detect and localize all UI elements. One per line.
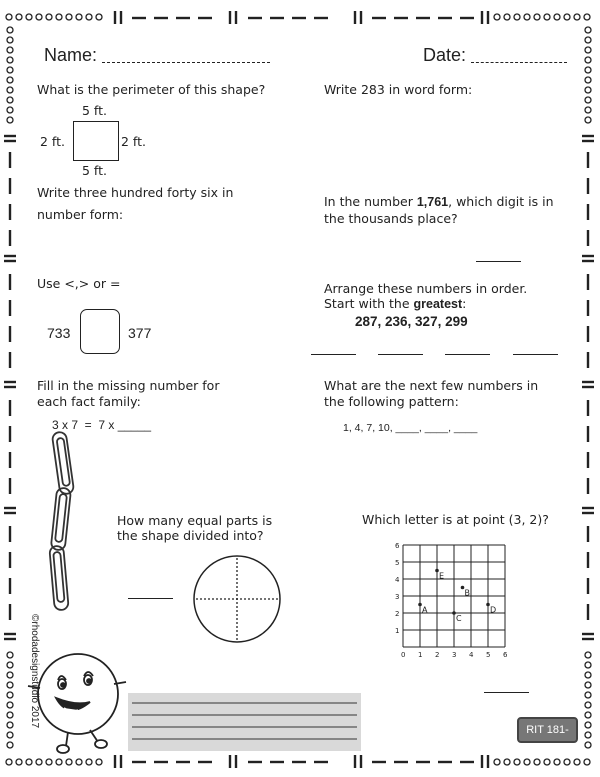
q5-left-number: 733 — [47, 325, 71, 341]
y-tick-label: 4 — [395, 576, 400, 584]
point-label: E — [439, 571, 445, 581]
name-label: Name: — [44, 45, 98, 65]
q3-prompt-line1: Write three hundred forty six in — [37, 185, 234, 200]
rectangle-shape — [73, 121, 119, 161]
x-tick-label: 6 — [503, 651, 508, 659]
point-label: B — [464, 588, 470, 598]
y-tick-label: 3 — [395, 593, 400, 601]
rit-badge: RIT 181-190 — [517, 717, 578, 743]
q4-number: 1,761 — [416, 195, 449, 209]
q6-numbers: 287, 236, 327, 299 — [355, 314, 468, 329]
date-line[interactable] — [471, 62, 567, 63]
q6-answer-line-1[interactable] — [311, 354, 356, 355]
q1-top-label: 5 ft. — [82, 103, 107, 118]
q7-equation: 3 x 7 = 7 x _____ — [52, 418, 152, 432]
copyright-text: ©rhodadesignstudio 2017 — [29, 614, 40, 729]
q6-answer-line-3[interactable] — [445, 354, 490, 355]
x-tick-label: 1 — [418, 651, 423, 659]
x-tick-label: 5 — [486, 651, 491, 659]
q6-line2 — [324, 296, 466, 312]
q4-pre: In the number — [324, 194, 417, 209]
q4-prompt-line2: the thousands place? — [324, 211, 458, 226]
q2-prompt: Write 283 in word form: — [324, 82, 473, 97]
q6-pre: Start with the — [324, 296, 414, 311]
q4-post: , which digit is in — [448, 194, 554, 209]
y-tick-label: 5 — [395, 559, 400, 567]
coordinate-grid — [393, 537, 519, 659]
q1-bottom-label: 5 ft. — [82, 163, 107, 178]
y-tick-label: 2 — [395, 610, 400, 618]
point-label: D — [490, 605, 497, 615]
point-label: A — [422, 605, 428, 615]
q7-line2: each fact family: — [37, 394, 141, 409]
writing-panel — [128, 693, 361, 751]
q5-right-number: 377 — [128, 325, 152, 341]
x-tick-label: 2 — [435, 651, 440, 659]
q6-answer-line-4[interactable] — [513, 354, 558, 355]
x-tick-label: 3 — [452, 651, 457, 659]
q6-bold: greatest — [413, 297, 463, 311]
q9-line2: the shape divided into? — [117, 528, 264, 543]
x-tick-label: 4 — [469, 651, 474, 659]
y-tick-label: 1 — [395, 627, 400, 635]
q4-answer-line[interactable] — [476, 261, 521, 262]
q9-line1: How many equal parts is — [117, 513, 273, 528]
q1-prompt: What is the perimeter of this shape? — [37, 82, 266, 97]
q3-prompt-line2: number form: — [37, 207, 124, 222]
q4-prompt-line1 — [324, 194, 554, 210]
q6-post: : — [462, 296, 467, 311]
q5-compare-box[interactable] — [80, 309, 120, 354]
name-line[interactable] — [102, 62, 270, 63]
q10-prompt: Which letter is at point (3, 2)? — [362, 512, 549, 527]
q9-answer-line[interactable] — [128, 598, 173, 599]
q7-line1: Fill in the missing number for — [37, 378, 220, 393]
q8-pattern: 1, 4, 7, 10, ____, ____, ____ — [343, 422, 478, 434]
point-label: C — [456, 614, 462, 623]
q8-line1: What are the next few numbers in — [324, 378, 539, 393]
q6-line1: Arrange these numbers in order. — [324, 281, 528, 296]
x-tick-label: 0 — [401, 651, 406, 659]
q1-right-label: 2 ft. — [121, 134, 146, 149]
q10-answer-line[interactable] — [484, 692, 529, 693]
q6-answer-line-2[interactable] — [378, 354, 423, 355]
divided-circle — [191, 554, 283, 644]
y-tick-label: 6 — [395, 542, 400, 550]
date-label: Date: — [423, 45, 467, 65]
q1-left-label: 2 ft. — [40, 134, 65, 149]
paper-clips-icon — [42, 428, 84, 618]
q8-line2: the following pattern: — [324, 394, 459, 409]
q5-prompt: Use <,> or = — [37, 276, 121, 291]
